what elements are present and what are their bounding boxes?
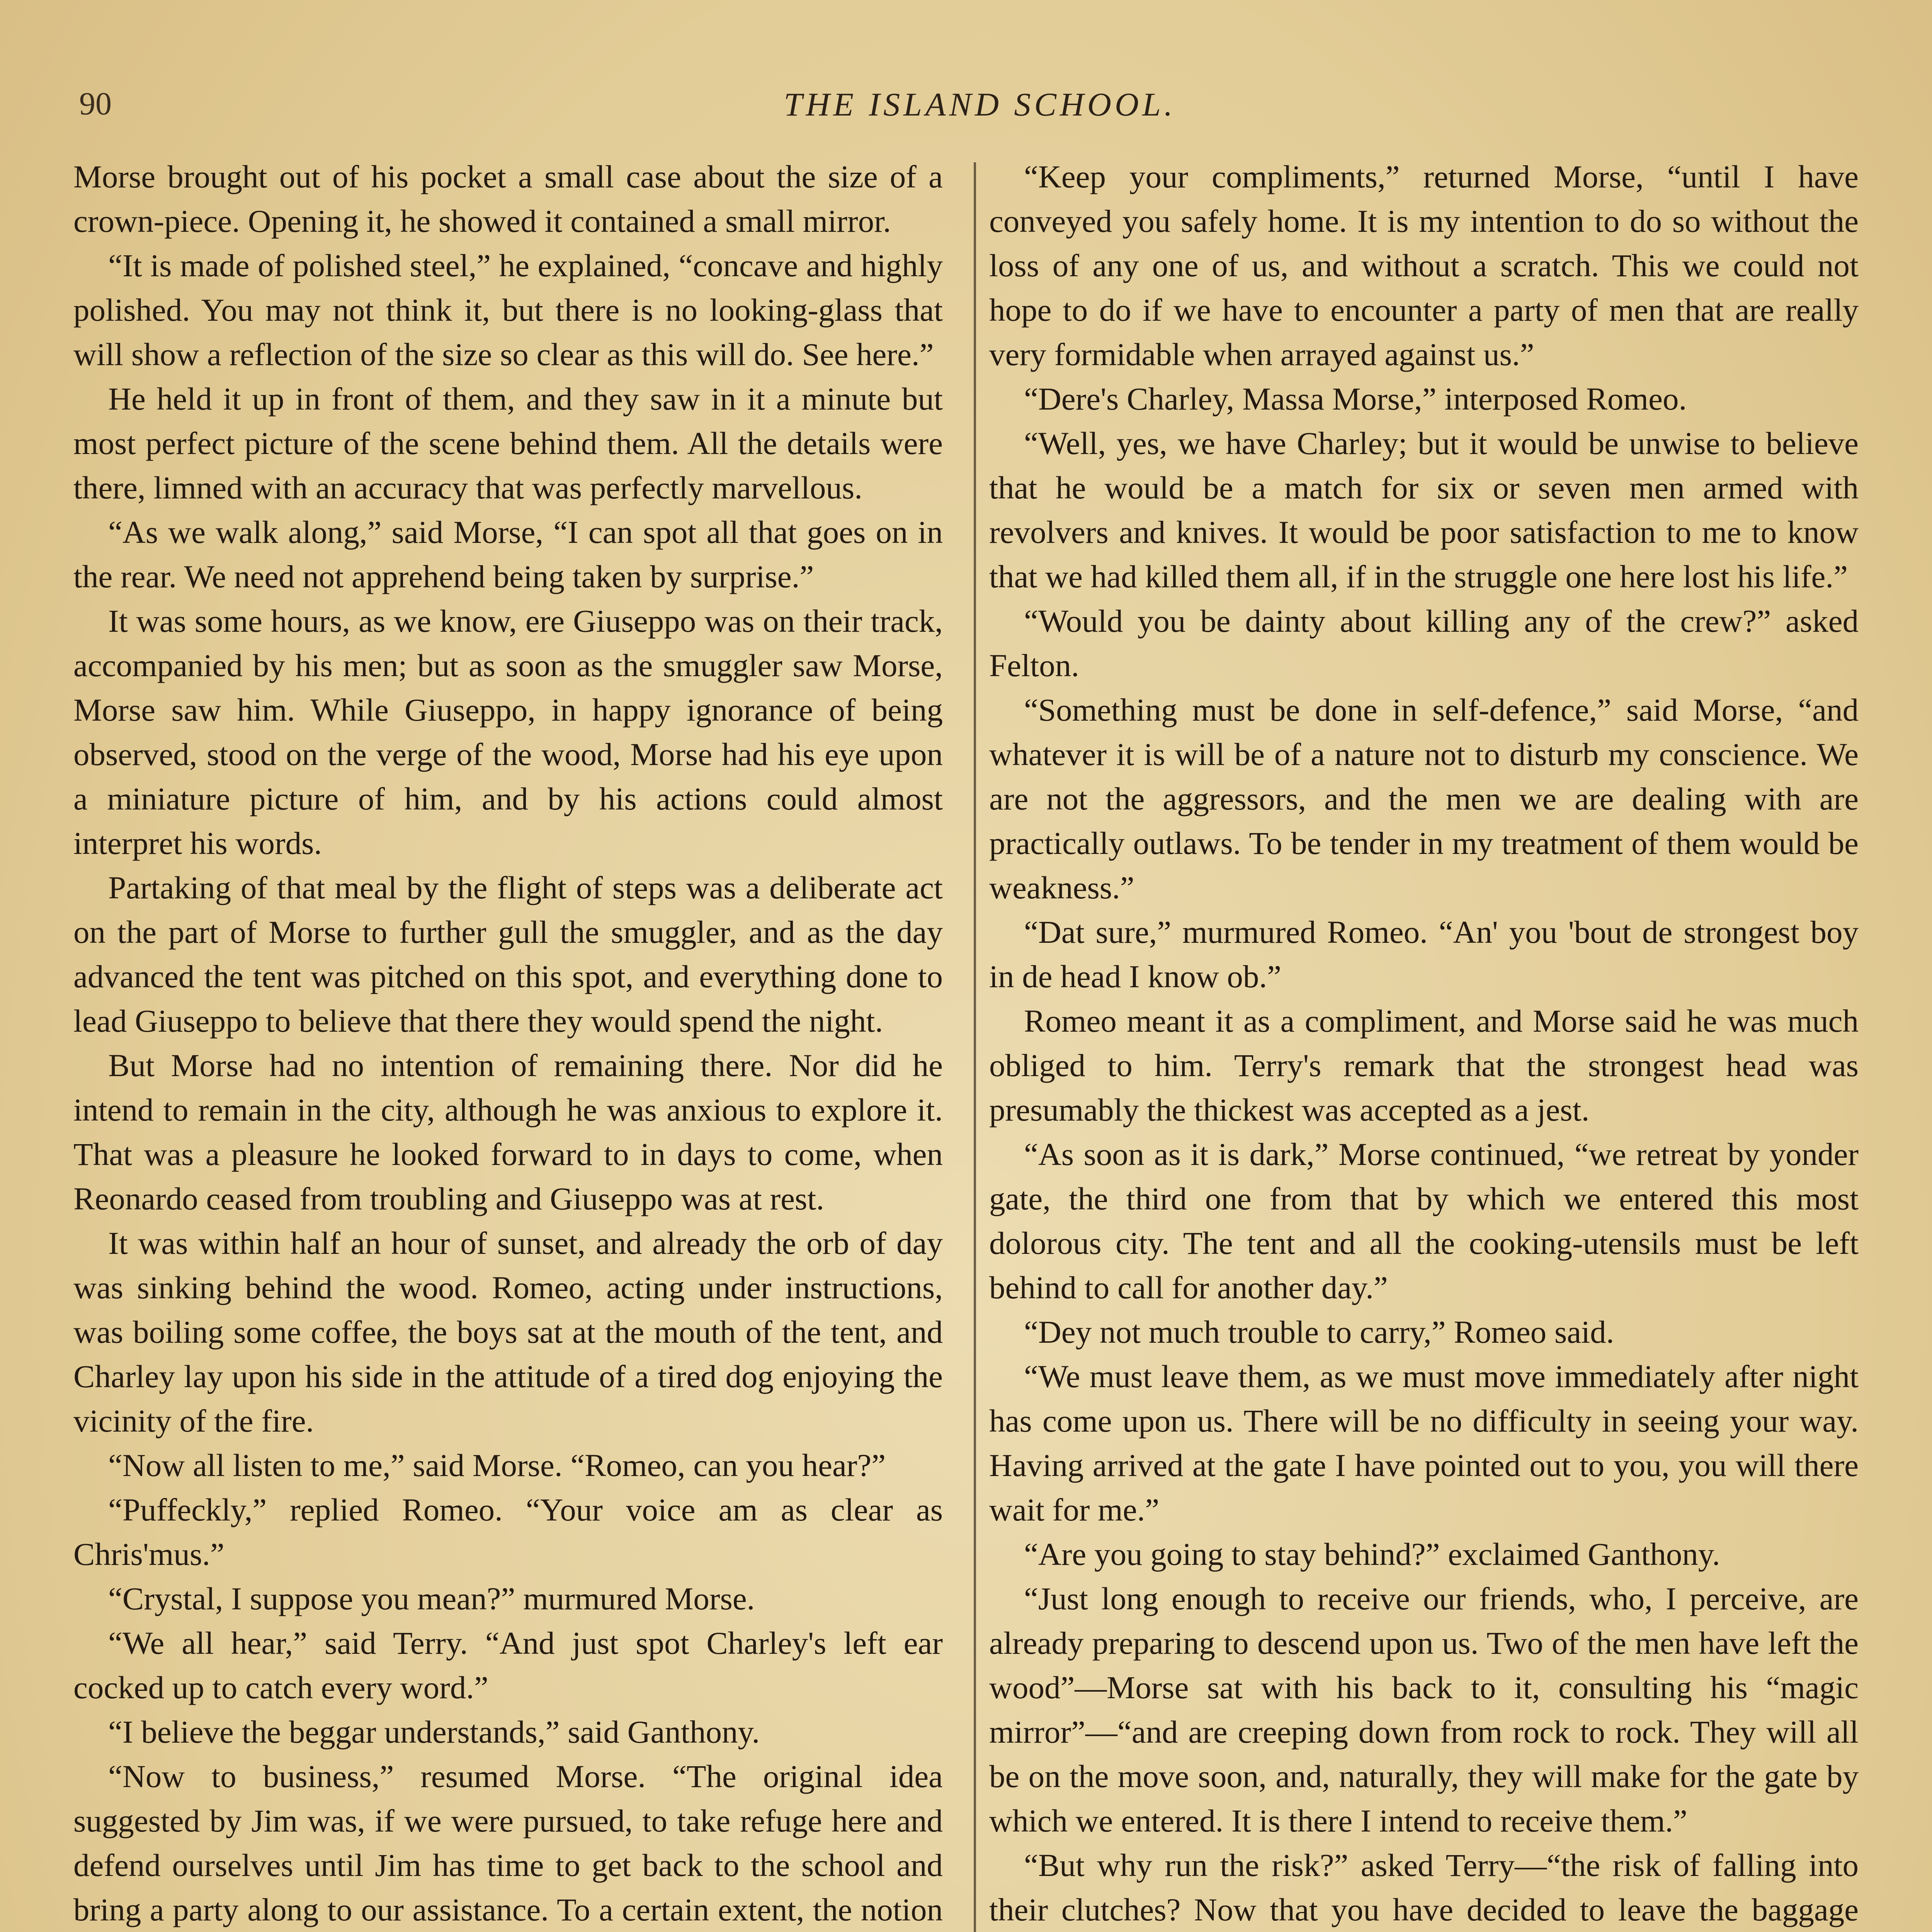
paragraph: “Dey not much trouble to carry,” Romeo said.	[1024, 1314, 1614, 1350]
paragraph: He held it up in front of them, and they saw in it a minute but most perfect picture of the scene behind them. All the details were there, limned with an accuracy that was perfectly marvellous.	[73, 381, 943, 505]
paragraph: “Crystal, I suppose you mean?” murmured Morse.	[108, 1581, 755, 1616]
paragraph: “I believe the beggar understands,” said Ganthony.	[108, 1714, 760, 1750]
paragraph: “Just long enough to receive our friends, who, I perceive, are already preparing to descend upon us. Two of the men have left the wood”—Morse sat with his back to it, consulting his “magic mirror”—“and are creeping down from rock to rock. They will all be on the move soon, and, naturally, they will make for the gate by which we entered. It is there I intend to receive them.”	[989, 1581, 1859, 1838]
paragraph: “Now all listen to me,” said Morse. “Romeo, can you hear?”	[108, 1447, 886, 1483]
paragraph: “Something must be done in self-defence,” said Morse, “and whatever it is will be of a nature not to disturb my conscience. We are not the aggressors, and the men we are dealing with are practically outlaws. To be tender in my treatment of them would be weakness.”	[989, 692, 1859, 905]
right-column	[989, 155, 1859, 1932]
column-divider	[974, 162, 976, 1932]
paragraph: It was some hours, as we know, ere Giuseppo was on their track, accompanied by his men; but as soon as the smuggler saw Morse, Morse saw him. While Giuseppo, in happy ignorance of being observed, stood on the verge of the wood, Morse had his eye upon a miniature picture of him, and by his actions could almost interpret his words.	[73, 603, 943, 861]
paragraph: “Well, yes, we have Charley; but it would be unwise to believe that he would be a match for six or seven men armed with revolvers and knives. It would be poor satisfaction to me to know that we had killed them all, if in the struggle one here lost his life.”	[989, 425, 1859, 594]
paragraph: “As soon as it is dark,” Morse continued, “we retreat by yonder gate, the third one from that by which we entered this most dolorous city. The tent and all the cooking-utensils must be left behind to call for another day.”	[989, 1136, 1859, 1305]
paragraph: Morse brought out of his pocket a small case about the size of a crown-piece. Opening it, he showed it contained a small mirror.	[73, 159, 943, 239]
page-number: 90	[79, 86, 112, 122]
left-column	[73, 155, 943, 1932]
paragraph: “Are you going to stay behind?” exclaimed Ganthony.	[1024, 1536, 1720, 1572]
paragraph: “But why run the risk?” asked Terry—“the risk of falling into their clutches? Now that you have decided to leave the baggage	[989, 1847, 1859, 1927]
paragraph: “As we walk along,” said Morse, “I can spot all that goes on in the rear. We need not apprehend being taken by surprise.”	[73, 514, 943, 594]
paragraph: It was within half an hour of sunset, and already the orb of day was sinking behind the wood. Romeo, acting under instructions, was boiling some coffee, the boys sat at the mouth of the tent, and Charley lay upon his side in the attitude of a tired dog enjoying the vicinity of the fire.	[73, 1225, 943, 1439]
paragraph: “Dere's Charley, Massa Morse,” interposed Romeo.	[1024, 381, 1687, 417]
paragraph: But Morse had no intention of remaining there. Nor did he intend to remain in the city, although he was anxious to explore it. That was a pleasure he looked forward to in days to come, when Reonardo ceased from troubling and Giuseppo was at rest.	[73, 1048, 943, 1216]
running-title: THE ISLAND SCHOOL.	[784, 86, 1176, 123]
paragraph: Romeo meant it as a compliment, and Morse said he was much obliged to him. Terry's remark that the strongest head was presumably the thickest was accepted as a jest.	[989, 1003, 1859, 1128]
paragraph: Partaking of that meal by the flight of steps was a deliberate act on the part of Morse to further gull the smuggler, and as the day advanced the tent was pitched on this spot, and everything done to lead Giuseppo to believe that there they would spend the night.	[73, 870, 943, 1039]
paragraph: “Puffeckly,” replied Romeo. “Your voice am as clear as Chris'mus.”	[73, 1492, 943, 1572]
page-header	[0, 77, 1932, 139]
paragraph: “Keep your compliments,” returned Morse, “until I have conveyed you safely home. It is my intention to do so without the loss of any one of us, and without a scratch. This we could not hope to do if we have to encounter a party of men that are really very formidable when arrayed against us.”	[989, 159, 1859, 372]
paragraph: “Would you be dainty about killing any of the crew?” asked Felton.	[989, 603, 1859, 683]
paragraph: “Now to business,” resumed Morse. “The original idea suggested by Jim was, if we were pursued, to take refuge here and defend ourselves until Jim has time to get back to the school and bring a party along to our assistance. To a certain extent, the notion	[73, 1759, 943, 1927]
paragraph: “We all hear,” said Terry. “And just spot Charley's left ear cocked up to catch every word.”	[73, 1625, 943, 1705]
paragraph: “It is made of polished steel,” he explained, “concave and highly polished. You may not think it, but there is no looking-glass that will show a reflection of the size so clear as this will do. See here.”	[73, 248, 943, 372]
paragraph: “We must leave them, as we must move immediately after night has come upon us. There will be no difficulty in seeing your way. Having arrived at the gate I have pointed out to you, you will there wait for me.”	[989, 1359, 1859, 1527]
paragraph: “Dat sure,” murmured Romeo. “An' you 'bout de strongest boy in de head I know ob.”	[989, 914, 1859, 994]
